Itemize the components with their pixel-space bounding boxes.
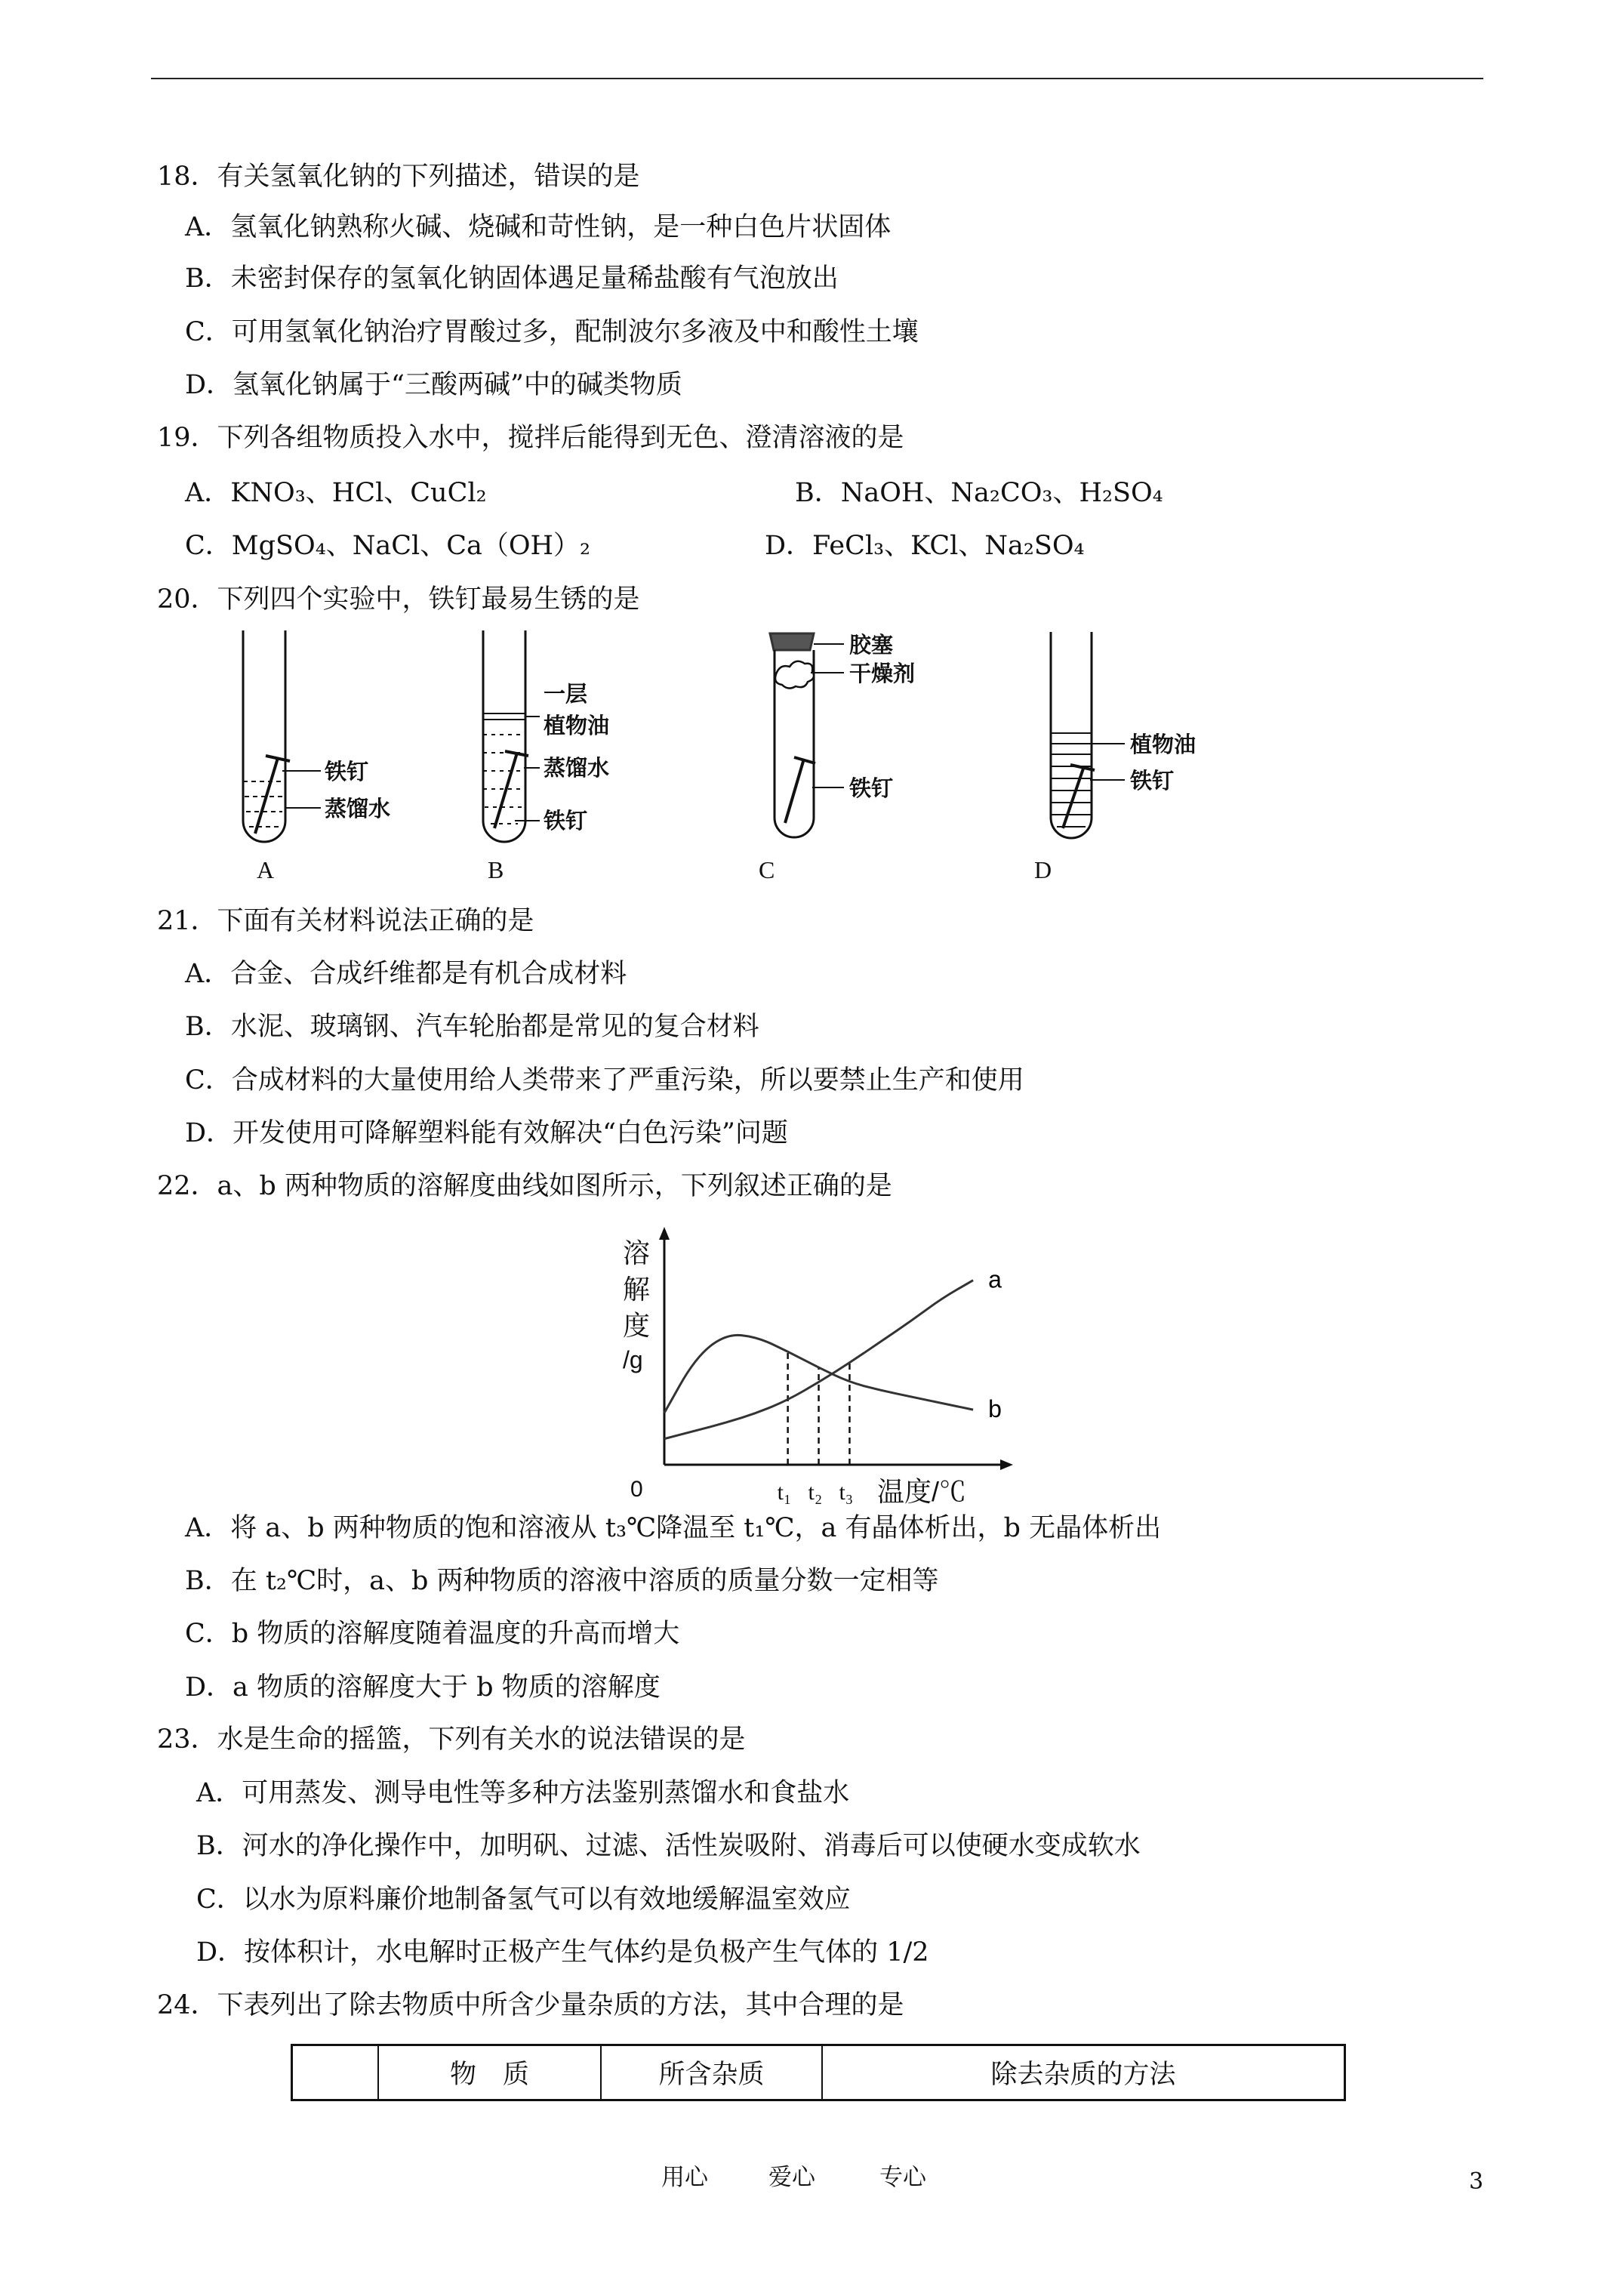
tube-d-letter: D [1034,856,1052,883]
question-21-option-b: B．水泥、玻璃钢、汽车轮胎都是常见的复合材料 [185,1012,759,1042]
page-number: 3 [1469,2168,1484,2195]
series-b-label: b [988,1395,1002,1423]
tube-b-oil-label: 植物油 [544,714,610,738]
header-rule [151,78,1483,79]
x-tick-t3: t₃ [839,1480,854,1505]
tube-c-desiccant-label: 干燥剂 [849,662,916,686]
question-23-option-d: D．按体积计，水电解时正极产生气体约是负极产生气体的 1/2 [196,1937,929,1968]
y-axis-arrow [659,1227,670,1240]
question-18-option-b: B．未密封保存的氢氧化钠固体遇足量稀盐酸有气泡放出 [185,264,839,294]
question-19-option-c: C．MgSO₄、NaCl、Ca（OH）₂ [185,531,591,561]
question-19-option-b: B．NaOH、Na₂CO₃、H₂SO₄ [795,478,1163,508]
tube-a-nail-label: 铁钉 [325,760,369,784]
question-18-option-a: A．氢氧化钠熟称火碱、烧碱和苛性钠，是一种白色片状固体 [185,212,892,242]
tube-c-nail-label: 铁钉 [849,777,894,801]
ylabel-char-1: 溶 [623,1237,651,1268]
table-header-method: 除去杂质的方法 [821,2046,1344,2099]
question-18-option-c: C．可用氢氧化钠治疗胃酸过多，配制波尔多液及中和酸性土壤 [185,317,919,347]
question-23-option-b: B．河水的净化操作中，加明矾、过滤、活性炭吸附、消毒后可以使硬水变成软水 [196,1831,1141,1861]
ylabel-char-2: 解 [623,1274,651,1305]
ylabel-unit: /g [623,1346,643,1373]
question-19-stem: 19．下列各组物质投入水中，搅拌后能得到无色、澄清溶液的是 [157,423,904,453]
table-header-impurity: 所含杂质 [600,2046,821,2099]
question-23-stem: 23．水是生命的摇篮，下列有关水的说法错误的是 [157,1724,746,1755]
footer-word-2: 爱心 [768,2164,815,2191]
question-23-option-a: A．可用蒸发、测导电性等多种方法鉴别蒸馏水和食盐水 [196,1778,850,1808]
question-22-option-d: D．a 物质的溶解度大于 b 物质的溶解度 [185,1672,661,1703]
x-tick-t1: t₁ [777,1480,792,1505]
table-header-index [293,2046,377,2099]
question-24-stem: 24．下表列出了除去物质中所含少量杂质的方法，其中合理的是 [157,1990,904,2020]
tube-b-layer-label: 一层 [544,683,588,707]
x-tick-t2: t₂ [808,1480,823,1505]
tube-c-letter: C [759,856,775,883]
question-22-option-c: C．b 物质的溶解度随着温度的升高而增大 [185,1619,680,1649]
x-axis-label: 温度/℃ [877,1476,967,1507]
question-21-option-c: C．合成材料的大量使用给人类带来了严重污染，所以要禁止生产和使用 [185,1065,1024,1096]
tube-d-nail-label: 铁钉 [1130,769,1175,794]
rust-experiment-figure [226,623,1268,887]
footer-word-3: 专心 [879,2164,926,2191]
question-19-option-d: D．FeCl₃、KCl、Na₂SO₄ [765,531,1085,561]
question-23-option-c: C．以水为原料廉价地制备氢气可以有效地缓解温室效应 [196,1885,851,1915]
question-21-option-a: A．合金、合成纤维都是有机合成材料 [185,959,627,989]
tube-d [1051,632,1125,838]
tube-c [770,633,844,837]
series-a-line [664,1281,973,1439]
tube-c-stopper-label: 胶塞 [849,633,894,658]
question-19-option-a: A．KNO₃、HCl、CuCl₂ [185,478,487,508]
footer-word-1: 用心 [661,2164,708,2191]
x-axis-arrow [1000,1459,1013,1470]
question-18-stem: 18．有关氢氧化钠的下列描述，错误的是 [157,162,640,192]
tube-a [243,630,321,842]
tube-b-letter: B [488,856,504,883]
origin-label: 0 [630,1477,643,1502]
question-18-option-d: D．氢氧化钠属于“三酸两碱”中的碱类物质 [185,370,682,400]
table-header-substance: 物 质 [377,2046,600,2099]
question-20-stem: 20．下列四个实验中，铁钉最易生锈的是 [157,584,640,615]
question-22-option-a: A．将 a、b 两种物质的饱和溶液从 t₃℃降温至 t₁℃，a 有晶体析出，b 无晶体析出 [185,1513,1162,1543]
solubility-chart [596,1223,1034,1510]
tube-d-oil-label: 植物油 [1130,733,1196,757]
question-21-stem: 21．下面有关材料说法正确的是 [157,906,534,936]
tube-a-water-label: 蒸馏水 [325,797,391,821]
impurity-table-header [291,2044,1346,2101]
ylabel-char-3: 度 [623,1310,651,1341]
tube-b-water-label: 蒸馏水 [544,757,610,781]
question-21-option-d: D．开发使用可降解塑料能有效解决“白色污染”问题 [185,1118,788,1148]
question-22-option-b: B．在 t₂℃时，a、b 两种物质的溶液中溶质的质量分数一定相等 [185,1566,939,1596]
tube-b [483,630,540,842]
series-a-label: a [988,1265,1002,1293]
tube-b-nail-label: 铁钉 [544,809,588,834]
tube-a-letter: A [257,856,275,883]
question-22-stem: 22．a、b 两种物质的溶解度曲线如图所示，下列叙述正确的是 [157,1171,892,1201]
